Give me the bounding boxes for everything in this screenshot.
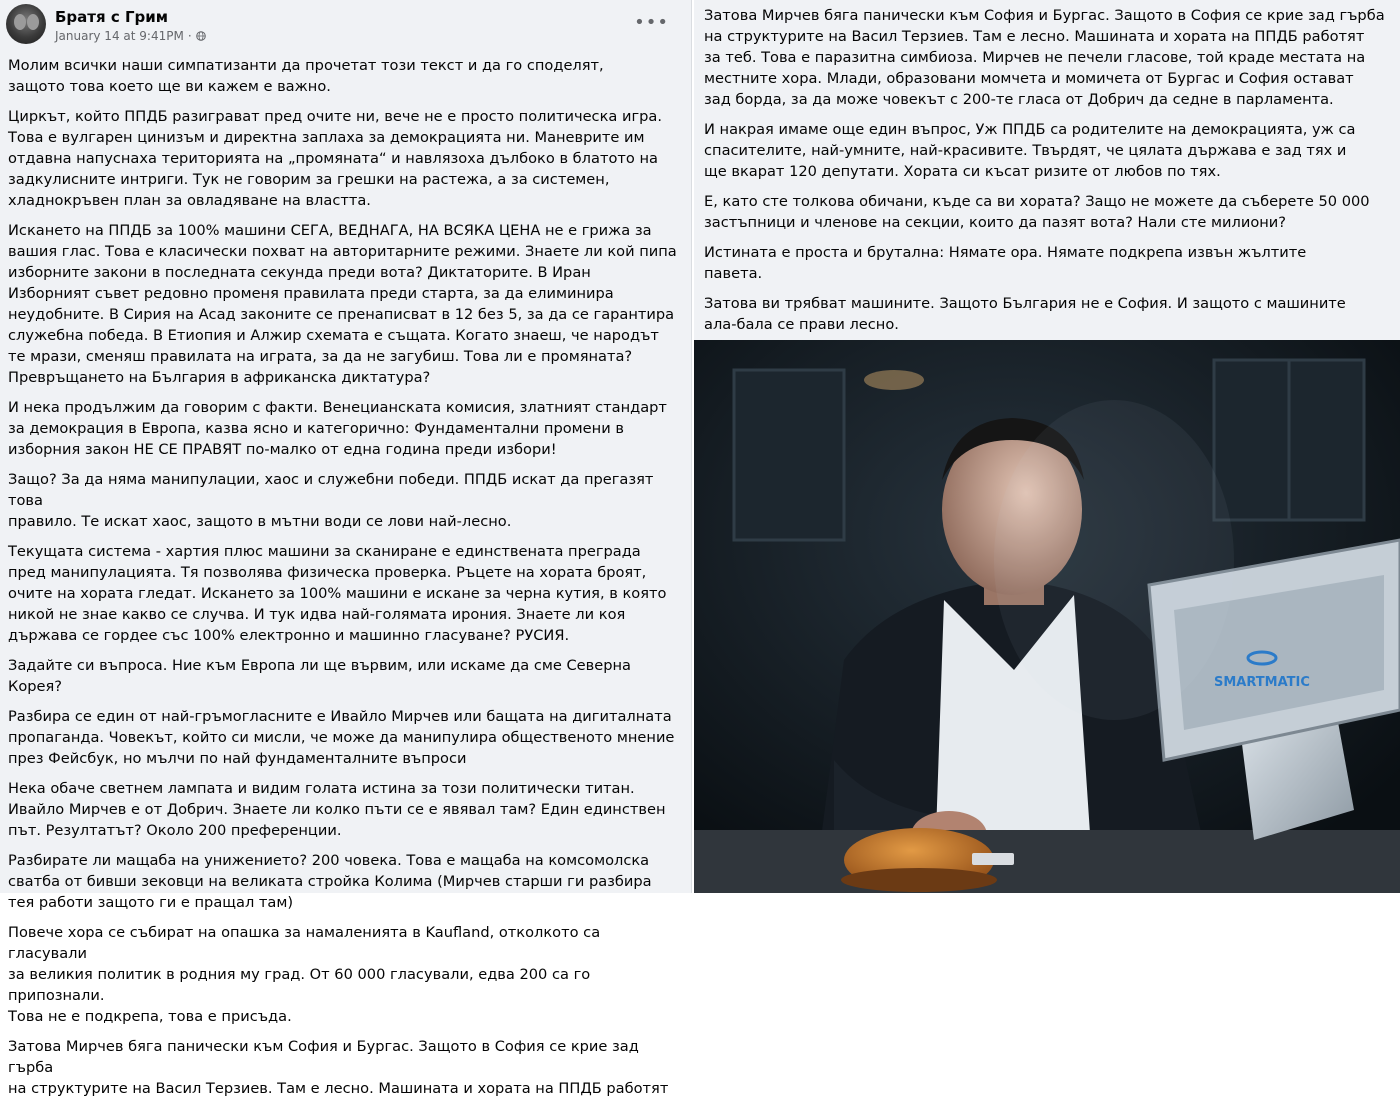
monitor-brand-label: SMARTMATIC bbox=[1214, 675, 1310, 690]
post-text-right bbox=[694, 0, 1400, 365]
post-paragraph: Молим всички наши симпатизанти да прочетат този текст и да го споделят, защото това което ще ви кажем е важно. bbox=[8, 57, 604, 95]
post-left-panel bbox=[0, 0, 692, 1097]
post-paragraph: Истината е проста и брутална: Нямате ора. Нямате подкрепа извън жълтите павета. bbox=[704, 244, 1307, 282]
post-paragraph: И нека продължим да говорим с факти. Венецианската комисия, златният стандарт за демокрация в Европа, казва ясно и категорично: Фундаментални промени в изборния закон НЕ СЕ ПРАВЯТ по-малко от една година преди избори! bbox=[8, 399, 667, 458]
post-text-left bbox=[0, 48, 691, 1099]
post-paragraph: И накрая имаме още един въпрос, Уж ППДБ са родителите на демокрацията, уж са спасителите, най-умните, най-красивите. Твърдят, че цялата държава е зад тях и ще вкарат 120 депутати. Хората си късат ризите от любов по тях. bbox=[704, 121, 1356, 180]
post-photo[interactable] bbox=[694, 340, 1400, 893]
post-paragraph: Разбира се един от най-гръмогласните е Ивайло Мирчев или бащата на дигиталната пропаганда. Човекът, който си мисли, че може да манипулира общественото мнение през Фейсбук, но мълчи по най фундаменталните въпроси bbox=[8, 708, 675, 767]
post-paragraph: Задайте си въпроса. Ние към Европа ли ще вървим, или искаме да сме Северна Корея? bbox=[8, 657, 631, 695]
more-options-button[interactable]: ••• bbox=[634, 12, 669, 33]
post-meta bbox=[55, 29, 206, 43]
photo-illustration bbox=[694, 340, 1400, 893]
post-paragraph: Искането на ППДБ за 100% машини СЕГА, ВЕДНАГА, НА ВСЯКА ЦЕНА не е грижа за вашия глас. Това е класически похват на авторитарните режими. Знаете ли кой пипа изборните закони в последната секунда преди вота? Диктаторите. В Иран Изборният съвет редовно променя правилата преди старта, за да елиминира неудобните. В Сирия на Асад законите се пренаписват в 12 без 5, за да се гарантира служебна победа. В Етиопия и Алжир схемата е същата. Когато знаеш, че народът те мрази, сменяш правилата на играта, за да не загубиш. Това ли е промяната? Превръщането на България в африканска диктатура? bbox=[8, 222, 677, 386]
meta-separator: · bbox=[187, 29, 192, 43]
post-paragraph: Затова Мирчев бяга панически към София и Бургас. Защото в София се крие зад гърба на структурите на Васил Терзиев. Там е лесно. Машината и хората на ППДБ работят bbox=[8, 1038, 669, 1097]
post-header bbox=[0, 0, 691, 48]
post-paragraph: Е, като сте толкова обичани, къде са ви хората? Защо не можете да съберете 50 000 застъпници и членове на секции, които да пазят вота? Нали сте милиони? bbox=[704, 193, 1370, 231]
post-paragraph: Циркът, който ППДБ разиграват пред очите ни, вече не е просто политическа игра. Това е вулгарен цинизъм и директна заплаха за демокрацията ни. Маневрите им отдавна напуснаха територията на „промяната“ и навлязоха дълбоко в блатото на задкулисните интриги. Тук не говорим за грешки на растежа, а за системен, хладнокръвен план за овладяване на властта. bbox=[8, 108, 662, 209]
post-timestamp[interactable]: January 14 at 9:41PM bbox=[55, 29, 184, 43]
post-right-panel bbox=[694, 0, 1400, 893]
post-paragraph: Текущата система - хартия плюс машини за сканиране е единствената преграда пред манипулацията. Тя позволява физическа проверка. Ръцете на хората броят, очите на хората гледат. Искането за 100% машини е искане за черна кутия, в която никой не знае какво се случва. И тук идва най-голямата ирония. Знаете ли коя държава се гордее със 100% електронно и машинно гласуване? РУСИЯ. bbox=[8, 543, 667, 644]
avatar[interactable] bbox=[6, 4, 46, 44]
post-paragraph: Нека обаче светнем лампата и видим голата истина за този политически титан. Ивайло Мирчев е от Добрич. Знаете ли колко пъти се е явявал там? Един единствен път. Резултатът? Около 200 преференции. bbox=[8, 780, 666, 839]
post-paragraph: Повече хора се събират на опашка за намаленията в Kaufland, отколкото са гласували за великия политик в родния му град. От 60 000 гласували, едва 200 са го припознали. Това не е подкрепа, това е присъда. bbox=[8, 924, 601, 1025]
page-name[interactable]: Братя с Грим bbox=[55, 8, 169, 26]
post-paragraph: Затова Мирчев бяга панически към София и Бургас. Защото в София се крие зад гърба на структурите на Васил Терзиев. Там е лесно. Машината и хората на ППДБ работят за теб. Това е паразитна симбиоза. Мирчев не печели гласове, той краде местата на местните хора. Млади, образовани момчета и момичета от Бургас и София остават зад борда, за да може човекът с 200-те гласа от Добрич да седне в парламента. bbox=[704, 7, 1385, 108]
post-paragraph: Затова ви трябват машините. Защото България не е София. И защото с машините ала-бала се прави лесно. bbox=[704, 295, 1346, 333]
post-paragraph: Разбирате ли мащаба на унижението? 200 човека. Това е мащаба на комсомолска сватба от бивши зековци на великата стройка Колима (Мирчев старши ги разбира тея работи защото ги е пращал там) bbox=[8, 852, 652, 911]
globe-icon bbox=[196, 31, 206, 41]
post-paragraph: Защо? За да няма манипулации, хаос и служебни победи. ППДБ искат да прегазят това правило. Те искат хаос, защото в мътни води се лови най-лесно. bbox=[8, 471, 654, 530]
